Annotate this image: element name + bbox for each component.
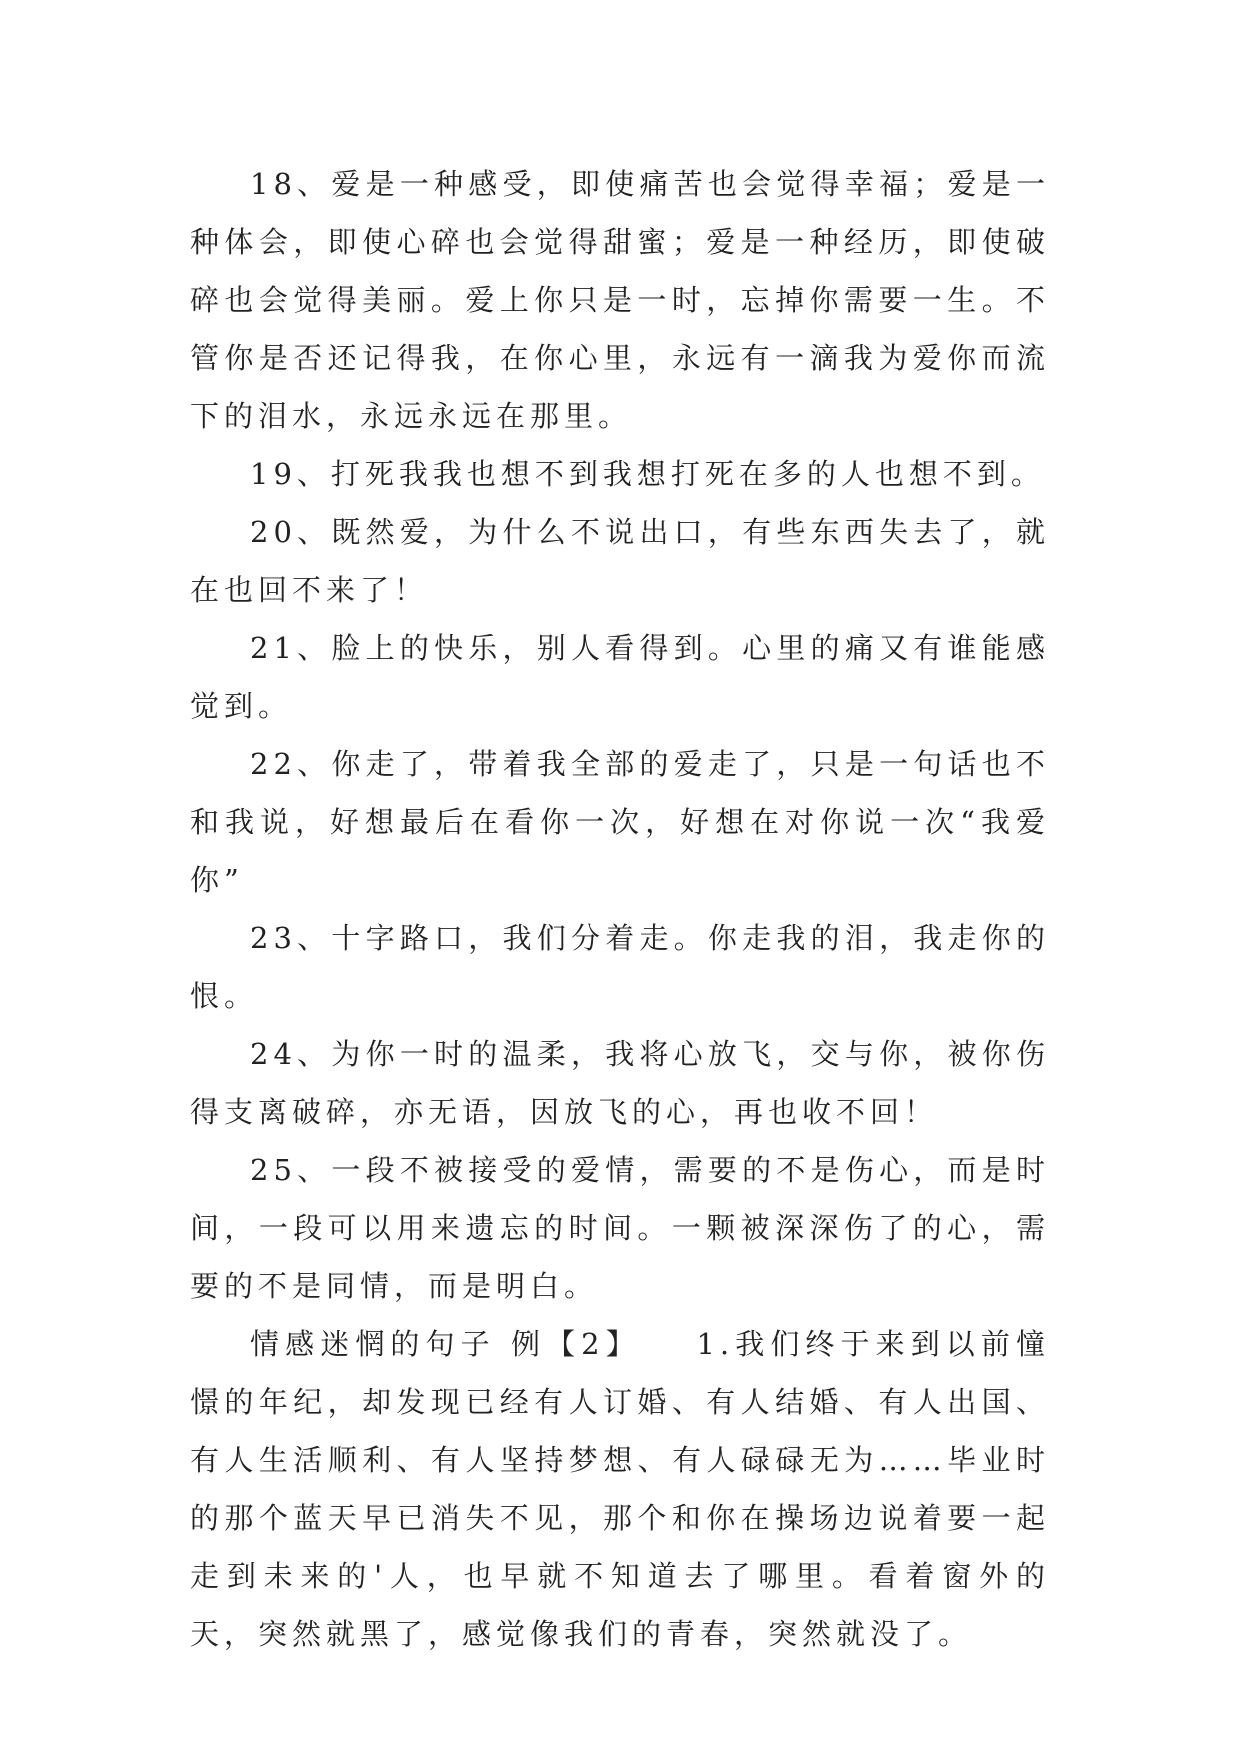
paragraph-21: 21、脸上的快乐，别人看得到。心里的痛又有谁能感觉到。 bbox=[190, 631, 1050, 723]
paragraph-19: 19、打死我我也想不到我想打死在多的人也想不到。 bbox=[250, 457, 1045, 491]
paragraph-22: 22、你走了，带着我全部的爱走了，只是一句话也不和我说，好想最后在看你一次，好想在对你说一次“我爱你” bbox=[190, 747, 1050, 897]
paragraph-24: 24、为你一时的温柔，我将心放飞，交与你，被你伤得支离破碎，亦无语，因放飞的心，再也收不回！ bbox=[190, 1037, 1050, 1129]
paragraph-23: 23、十字路口，我们分着走。你走我的泪，我走你的恨。 bbox=[190, 921, 1050, 1013]
paragraph-example-2: 情感迷惘的句子 例【2】 1.我们终于来到以前憧憬的年纪，却发现已经有人订婚、有人结婚、有人出国、有人生活顺利、有人坚持梦想、有人碌碌无为……毕业时的那个蓝天早已消失不见，那个和你在操场边说着要一起走到未来的'人，也早就不知道去了哪里。看着窗外的天，突然就黑了，感觉像我们的青春，突然就没了。 bbox=[190, 1327, 1050, 1651]
document-body bbox=[190, 155, 1050, 1663]
paragraph-20: 20、既然爱，为什么不说出口，有些东西失去了，就在也回不来了！ bbox=[190, 515, 1050, 607]
paragraph-25: 25、一段不被接受的爱情，需要的不是伤心，而是时间，一段可以用来遗忘的时间。一颗被深深伤了的心，需要的不是同情，而是明白。 bbox=[190, 1153, 1050, 1303]
paragraph-18: 18、爱是一种感受，即使痛苦也会觉得幸福；爱是一种体会，即使心碎也会觉得甜蜜；爱是一种经历，即使破碎也会觉得美丽。爱上你只是一时，忘掉你需要一生。不管你是否还记得我，在你心里，永远有一滴我为爱你而流下的泪水，永远永远在那里。 bbox=[190, 167, 1050, 433]
